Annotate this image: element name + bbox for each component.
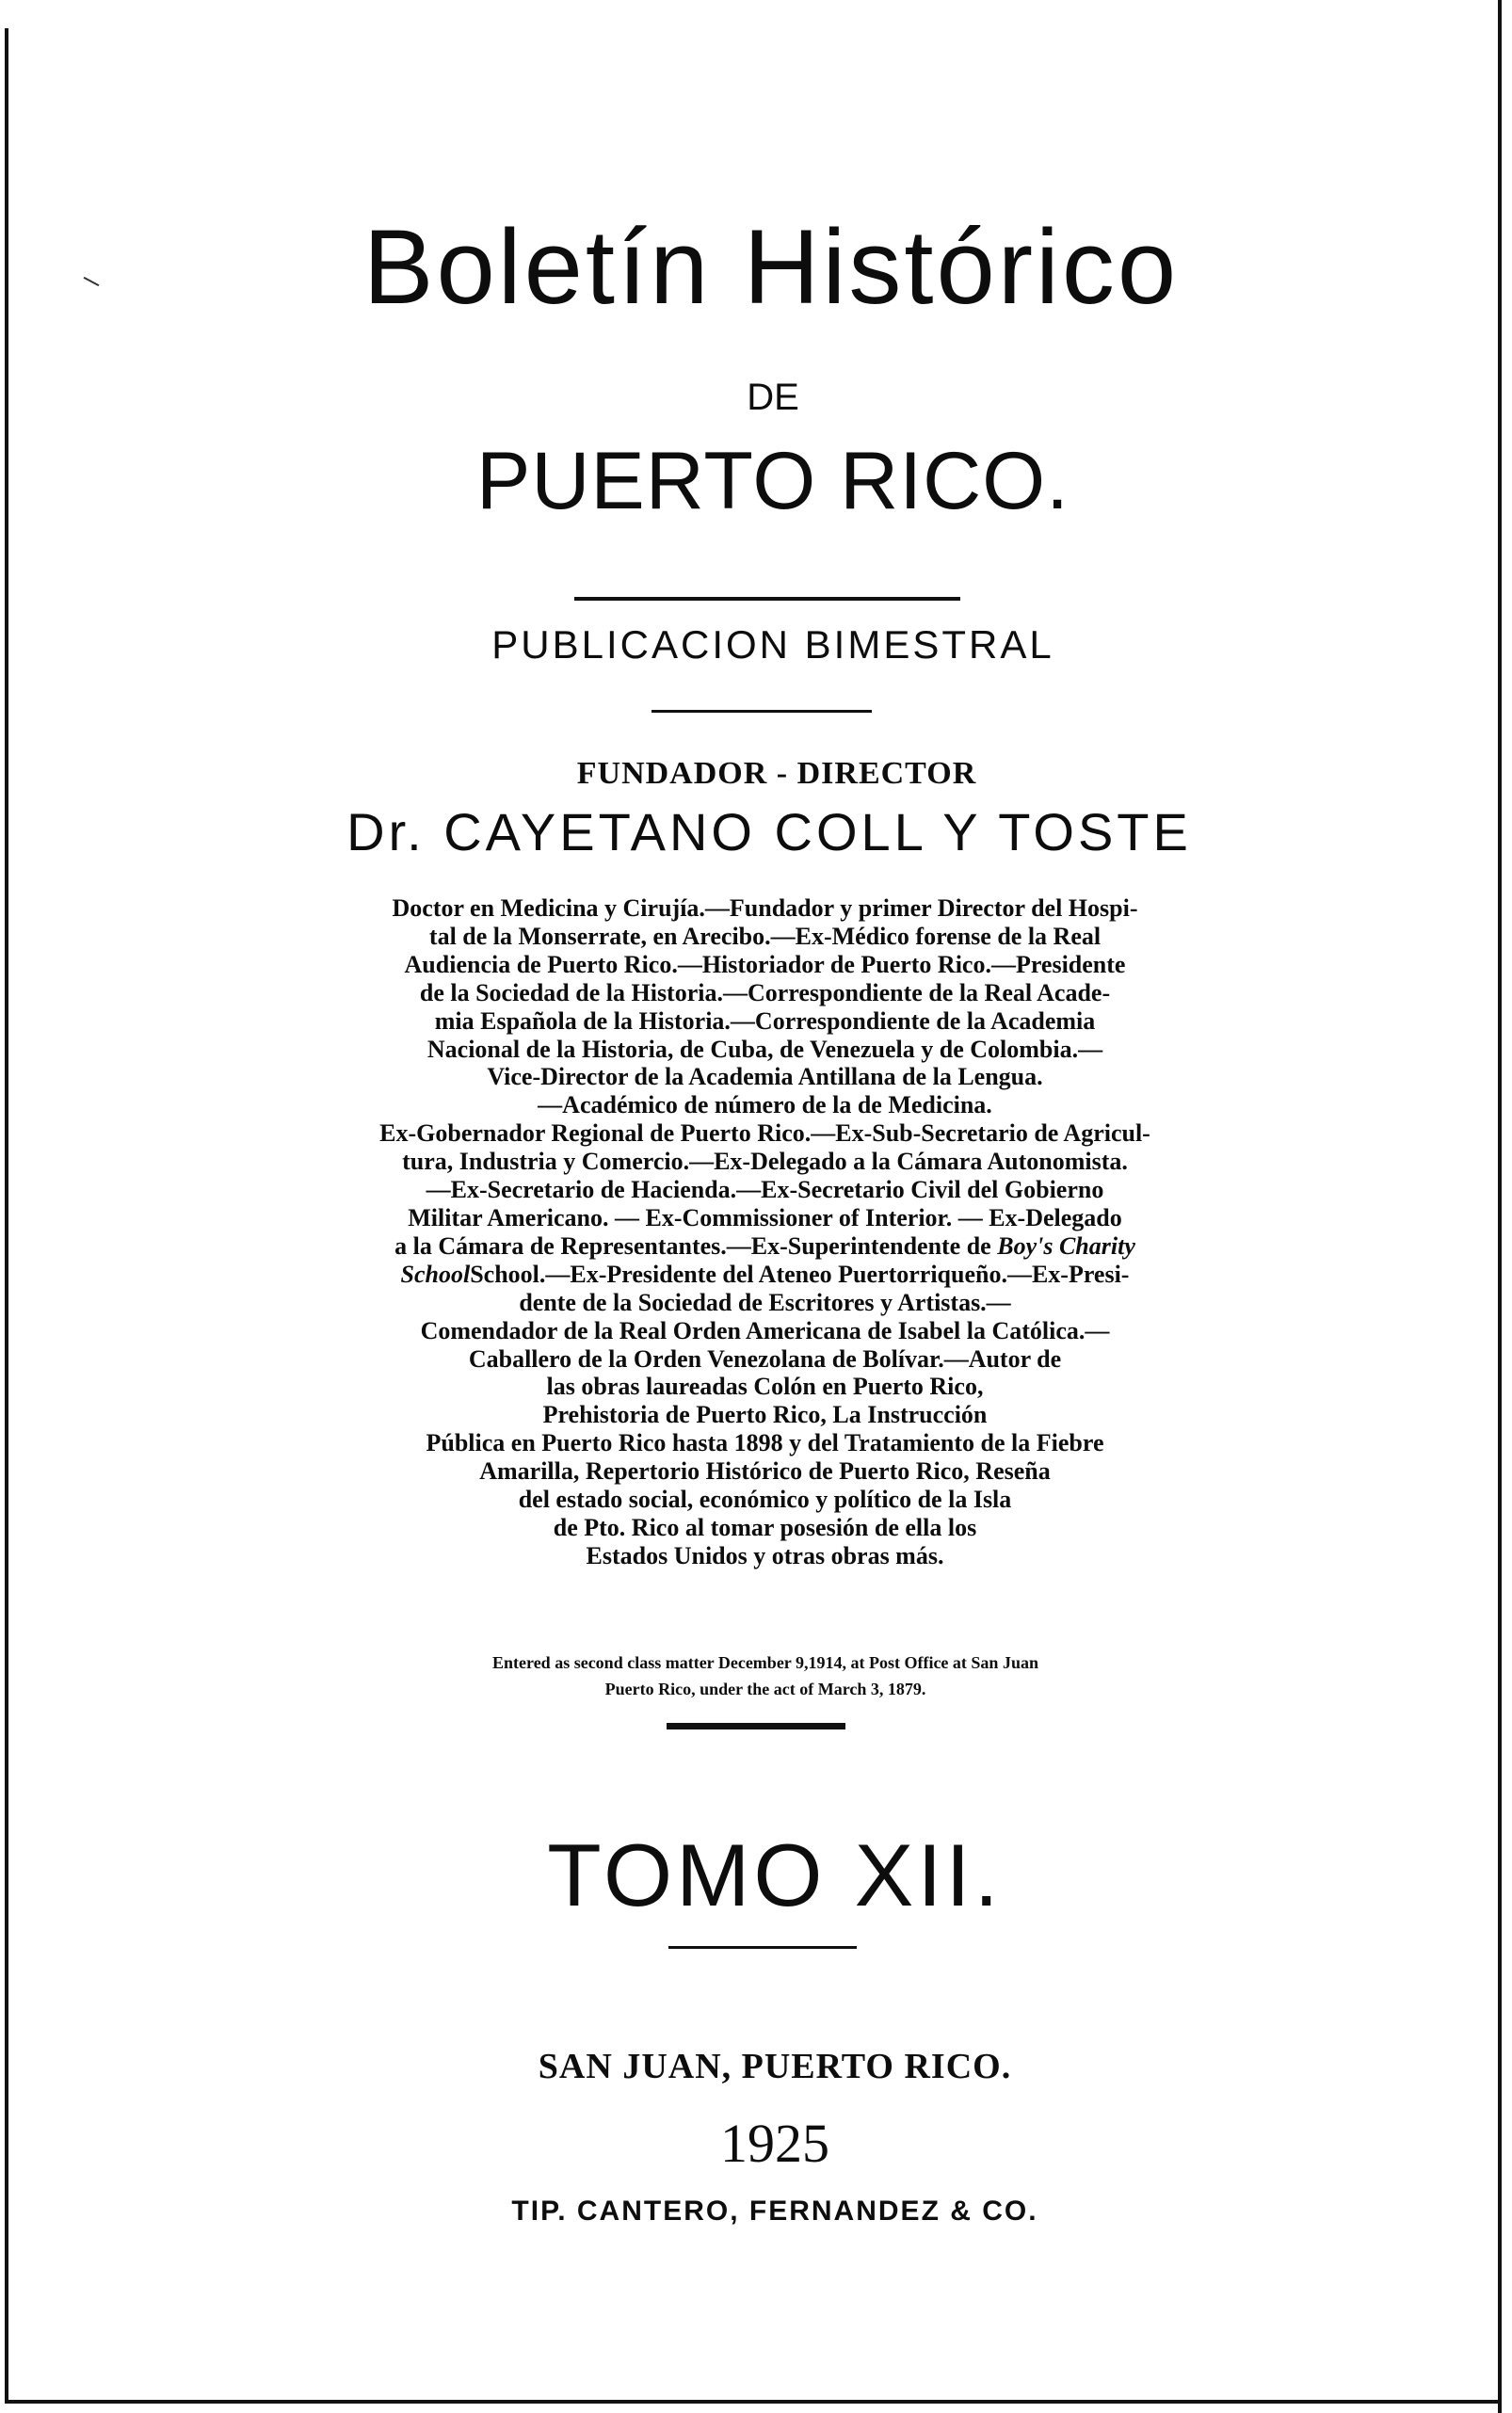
biography-line: Comendador de la Real Orden Americana de Isabel la Católica.—: [420, 1316, 1110, 1344]
biography-line: —Académico de número de la de Medicina.: [538, 1091, 992, 1119]
biography-line: Prehistoria de Puerto Rico, La Instrucción: [542, 1401, 988, 1429]
biography-line: Audiencia de Puerto Rico.—Historiador de Puerto Rico.—Presidente: [404, 950, 1126, 978]
biography-line: —Ex-Secretario de Hacienda.—Ex-Secretario Civil del Gobierno: [426, 1176, 1104, 1204]
biography-line: Estados Unidos y otras obras más.: [586, 1541, 944, 1569]
founder-role: FUNDADOR - DIRECTOR: [576, 756, 977, 791]
biography-line-with-italic: [235, 1232, 1295, 1261]
postal-entry-notice: [245, 1649, 1286, 1702]
biography-text: a la Cámara de Representantes.—Ex-Superintendente de: [394, 1231, 991, 1260]
rule-under-volume: [668, 1946, 857, 1949]
biography-line: de Pto. Rico al tomar posesión de ella los: [553, 1513, 977, 1541]
volume-number: TOMO XII.: [547, 1826, 1003, 1924]
biography-line: Nacional de la Historia, de Cuba, de Venezuela y de Colombia.—: [426, 1035, 1103, 1063]
biography-line: dente de la Sociedad de Escritores y Artistas.—: [519, 1288, 1011, 1316]
biography-line: Doctor en Medicina y Cirujía.—Fundador y primer Director del Hospi-: [392, 894, 1138, 922]
journal-place: PUERTO RICO.: [475, 436, 1070, 526]
page-border-bottom: [5, 2400, 1502, 2404]
biography-line-with-italic: [235, 1261, 1295, 1289]
biography-line: Pública en Puerto Rico hasta 1898 y del Tratamiento de la Fiebre: [426, 1429, 1104, 1457]
biography-line: Vice-Director de la Academia Antillana de la Lengua.: [487, 1063, 1043, 1091]
imprint-year: 1925: [720, 2113, 829, 2174]
journal-title: Boletín Histórico: [362, 208, 1180, 326]
italic-institution-name-cont: School: [400, 1260, 471, 1288]
biography-line: del estado social, económico y político de la Isla: [518, 1486, 1012, 1514]
biography-line: las obras laureadas Colón en Puerto Rico,: [546, 1373, 984, 1401]
biography-line: Militar Americano. — Ex-Commissioner of Interior. — Ex-Delegado: [408, 1203, 1122, 1231]
biography-line: tura, Industria y Comercio.—Ex-Delegado a la Cámara Autonomista.: [402, 1148, 1128, 1176]
title-connector: DE: [747, 377, 799, 418]
imprint-printer: TIP. CANTERO, FERNANDEZ & CO.: [511, 2196, 1038, 2227]
rule-thick: [667, 1723, 845, 1729]
publication-frequency: PUBLICACION BIMESTRAL: [491, 622, 1054, 667]
rule-top: [574, 597, 960, 601]
biography-line: Caballero de la Orden Venezolana de Bolívar.—Autor de: [468, 1344, 1062, 1373]
entry-notice-line: Puerto Rico, under the act of March 3, 1879.: [604, 1680, 926, 1698]
biography-line: Ex-Gobernador Regional de Puerto Rico.—Ex-Sub-Secretario de Agricul-: [379, 1119, 1150, 1148]
entry-notice-line: Entered as second class matter December 9,1914, at Post Office at San Juan: [492, 1653, 1038, 1672]
biography-text: School.—Ex-Presidente del Ateneo Puertorriqueño.—Ex-Presi-: [470, 1260, 1130, 1288]
biography-line: mia Española de la Historia.—Correspondiente de la Academia: [434, 1006, 1096, 1035]
imprint-city: SAN JUAN, PUERTO RICO.: [538, 2047, 1012, 2086]
italic-institution-name: Boy's Charity: [997, 1231, 1135, 1260]
biography-line: de la Sociedad de la Historia.—Correspondiente de la Real Acade-: [419, 978, 1111, 1006]
founder-name: Dr. CAYETANO COLL Y TOSTE: [346, 802, 1192, 861]
rule-under-publication: [651, 710, 872, 713]
biography-line: Amarilla, Repertorio Histórico de Puerto Rico, Reseña: [479, 1457, 1051, 1486]
founder-biography: [235, 894, 1295, 1570]
biography-line: tal de la Monserrate, en Arecibo.—Ex-Médico forense de la Real: [428, 922, 1102, 950]
